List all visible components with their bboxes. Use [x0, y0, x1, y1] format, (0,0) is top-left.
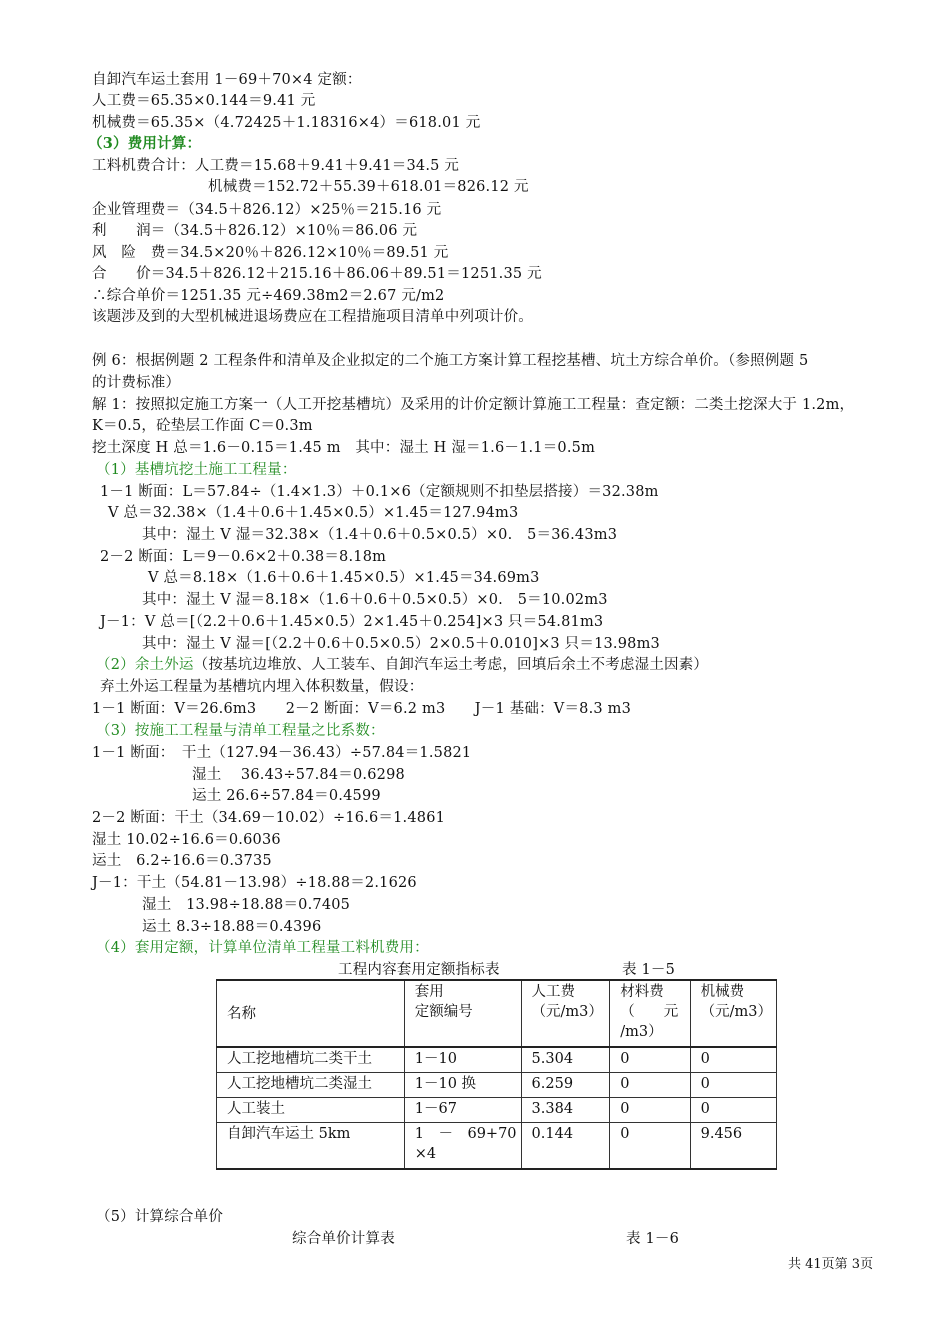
text-line: V 总＝32.38×（1.4＋0.6＋1.45×0.5）×1.45＝127.94m3: [108, 505, 519, 521]
page-footer: 共 41页第 3页: [788, 1257, 874, 1272]
table-cell: 1 － 69+70 ×4: [414, 1126, 517, 1162]
text-line: 1－1 断面：L＝57.84÷（1.4×1.3）＋0.1×6（定额规则不扣垫层搭接）＝32.38m: [100, 484, 659, 500]
table-cell: 3.384: [521, 1098, 610, 1123]
table-number: 表 1－5: [622, 962, 676, 978]
text-line: 其中：湿土 V 湿＝32.38×（1.4＋0.6＋0.5×0.5）×0. 5＝36.43m3: [142, 527, 618, 543]
table-cell: 0: [610, 1123, 690, 1170]
section-heading: （1）基槽坑挖土施工工程量：: [96, 462, 297, 478]
table-header-row: [217, 980, 777, 1047]
table-cell: 0: [610, 1073, 690, 1098]
text-line: 机械费＝152.72＋55.39＋618.01＝826.12 元: [208, 179, 529, 195]
section-heading: （3）费用计算：: [88, 135, 202, 152]
section-heading: （2）余土外运: [96, 657, 194, 673]
header-cell: 名称: [227, 1006, 256, 1022]
text-line: 运土 8.3÷18.88＝0.4396: [142, 919, 322, 935]
header-cell: 人工费 （元/m3）: [531, 984, 603, 1020]
table-cell: 自卸汽车运土 5km: [217, 1123, 405, 1170]
table-cell: 0: [610, 1098, 690, 1123]
text-line: 合 价＝34.5＋826.12＋215.16＋86.06＋89.51＝1251.35 元: [92, 266, 542, 282]
text-line: 湿土 10.02÷16.6＝0.6036: [92, 832, 281, 848]
text-line: 其中：湿土 V 湿＝[（2.2＋0.6＋0.5×0.5）2×0.5＋0.010]×3 只＝13.98m3: [142, 636, 660, 652]
text-line: 湿土 36.43÷57.84＝0.6298: [192, 767, 405, 783]
table-number: 表 1－6: [626, 1231, 680, 1247]
text-line: 1－1 断面：V＝26.6m3 2－2 断面：V＝6.2 m3 J－1 基础：V＝8.3 m3: [92, 701, 632, 717]
table-cell: 1－67: [404, 1098, 521, 1123]
text-line: [96, 655, 708, 675]
header-cell: 套用 定额编号: [414, 984, 473, 1020]
text-line: ∴综合单价＝1251.35 元÷469.38m2＝2.67 元/m2: [92, 288, 445, 304]
text-line: 企业管理费＝（34.5＋826.12）×25％＝215.16 元: [92, 202, 442, 218]
table-row: [217, 1047, 777, 1073]
table-cell: 1－10: [404, 1047, 521, 1073]
text-line: 工料机费合计：人工费＝15.68＋9.41＋9.41＝34.5 元: [92, 158, 460, 174]
text-line: V 总＝8.18×（1.6＋0.6＋1.45×0.5）×1.45＝34.69m3: [148, 570, 540, 586]
table-caption: 工程内容套用定额指标表: [338, 962, 500, 978]
table-cell: 0: [690, 1047, 776, 1073]
text-line: 其中：湿土 V 湿＝8.18×（1.6＋0.6＋0.5×0.5）×0. 5＝10.02m3: [142, 592, 608, 608]
table-row: [217, 1073, 777, 1098]
text-line: 利 润＝（34.5＋826.12）×10％＝86.06 元: [92, 223, 418, 239]
text-line: 2－2 断面：L＝9－0.6×2＋0.38＝8.18m: [100, 549, 387, 565]
table-cell: 人工装土: [217, 1098, 405, 1123]
text-note: （按基坑边堆放、人工装车、自卸汽车运土考虑，回填后余土不考虑湿土因素）: [193, 657, 709, 673]
text-line: 运土 6.2÷16.6＝0.3735: [92, 853, 272, 869]
header-cell: 材料费 （ 元 /m3）: [620, 984, 679, 1040]
table-cell: 0: [610, 1047, 690, 1073]
table-row: [217, 1098, 777, 1123]
table-cell: 6.259: [521, 1073, 610, 1098]
table-cell: 人工挖地槽坑二类湿土: [217, 1073, 405, 1098]
quota-index-table: [216, 979, 777, 1170]
text-line: 例 6：根据例题 2 工程条件和清单及企业拟定的二个施工方案计算工程挖基槽、坑土方综合单价。（参照例题 5: [92, 353, 809, 369]
text-line: 人工费＝65.35×0.144＝9.41 元: [92, 93, 316, 109]
table-cell: 0: [690, 1098, 776, 1123]
section-heading: （3）按施工工程量与清单工程量之比系数：: [96, 723, 385, 739]
text-line: 解 1：按照拟定施工方案一（人工开挖基槽坑）及采用的计价定额计算施工工程量：查定额：二类土挖深大于 1.2m，: [92, 397, 855, 413]
text-line: 2－2 断面：干土（34.69－10.02）÷16.6＝1.4861: [92, 810, 446, 826]
table-cell: 人工挖地槽坑二类干土: [217, 1047, 405, 1073]
text-line: （5）计算综合单价: [96, 1209, 224, 1225]
text-line: 风 险 费＝34.5×20％＋826.12×10％＝89.51 元: [92, 245, 449, 261]
text-line: K＝0.5，砼垫层工作面 C＝0.3m: [92, 418, 313, 434]
text-line: 挖土深度 H 总＝1.6－0.15＝1.45 m 其中：湿土 H 湿＝1.6－1.1＝0.5m: [92, 440, 596, 456]
table-row: [217, 1123, 777, 1170]
table-cell: 0.144: [521, 1123, 610, 1170]
text-line: 湿土 13.98÷18.88＝0.7405: [142, 897, 351, 913]
table-caption: 综合单价计算表: [292, 1231, 395, 1247]
table-cell: 0: [690, 1073, 776, 1098]
text-line: J－1：干土（54.81－13.98）÷18.88＝2.1626: [92, 875, 417, 891]
table-cell: 9.456: [690, 1123, 776, 1170]
table-cell: 5.304: [521, 1047, 610, 1073]
text-line: 机械费＝65.35×（4.72425＋1.18316×4）＝618.01 元: [92, 115, 481, 131]
text-line: 1－1 断面： 干土（127.94－36.43）÷57.84＝1.5821: [92, 745, 472, 761]
section-heading: （4）套用定额，计算单位清单工程量工料机费用：: [96, 940, 429, 956]
text-line: 自卸汽车运土套用 1－69＋70×4 定额：: [92, 72, 362, 88]
text-line: 的计费标准）: [92, 375, 181, 391]
text-line: 运土 26.6÷57.84＝0.4599: [192, 788, 381, 804]
text-line: 该题涉及到的大型机械进退场费应在工程措施项目清单中列项计价。: [92, 309, 533, 325]
header-cell: 机械费 （元/m3）: [700, 984, 772, 1020]
text-line: 弃土外运工程量为基槽坑内埋入体积数量，假设：: [100, 679, 424, 695]
text-line: J－1：V 总＝[（2.2＋0.6＋1.45×0.5）2×1.45＋0.254]×3 只＝54.81m3: [100, 614, 604, 630]
table-cell: 1－10 换: [404, 1073, 521, 1098]
